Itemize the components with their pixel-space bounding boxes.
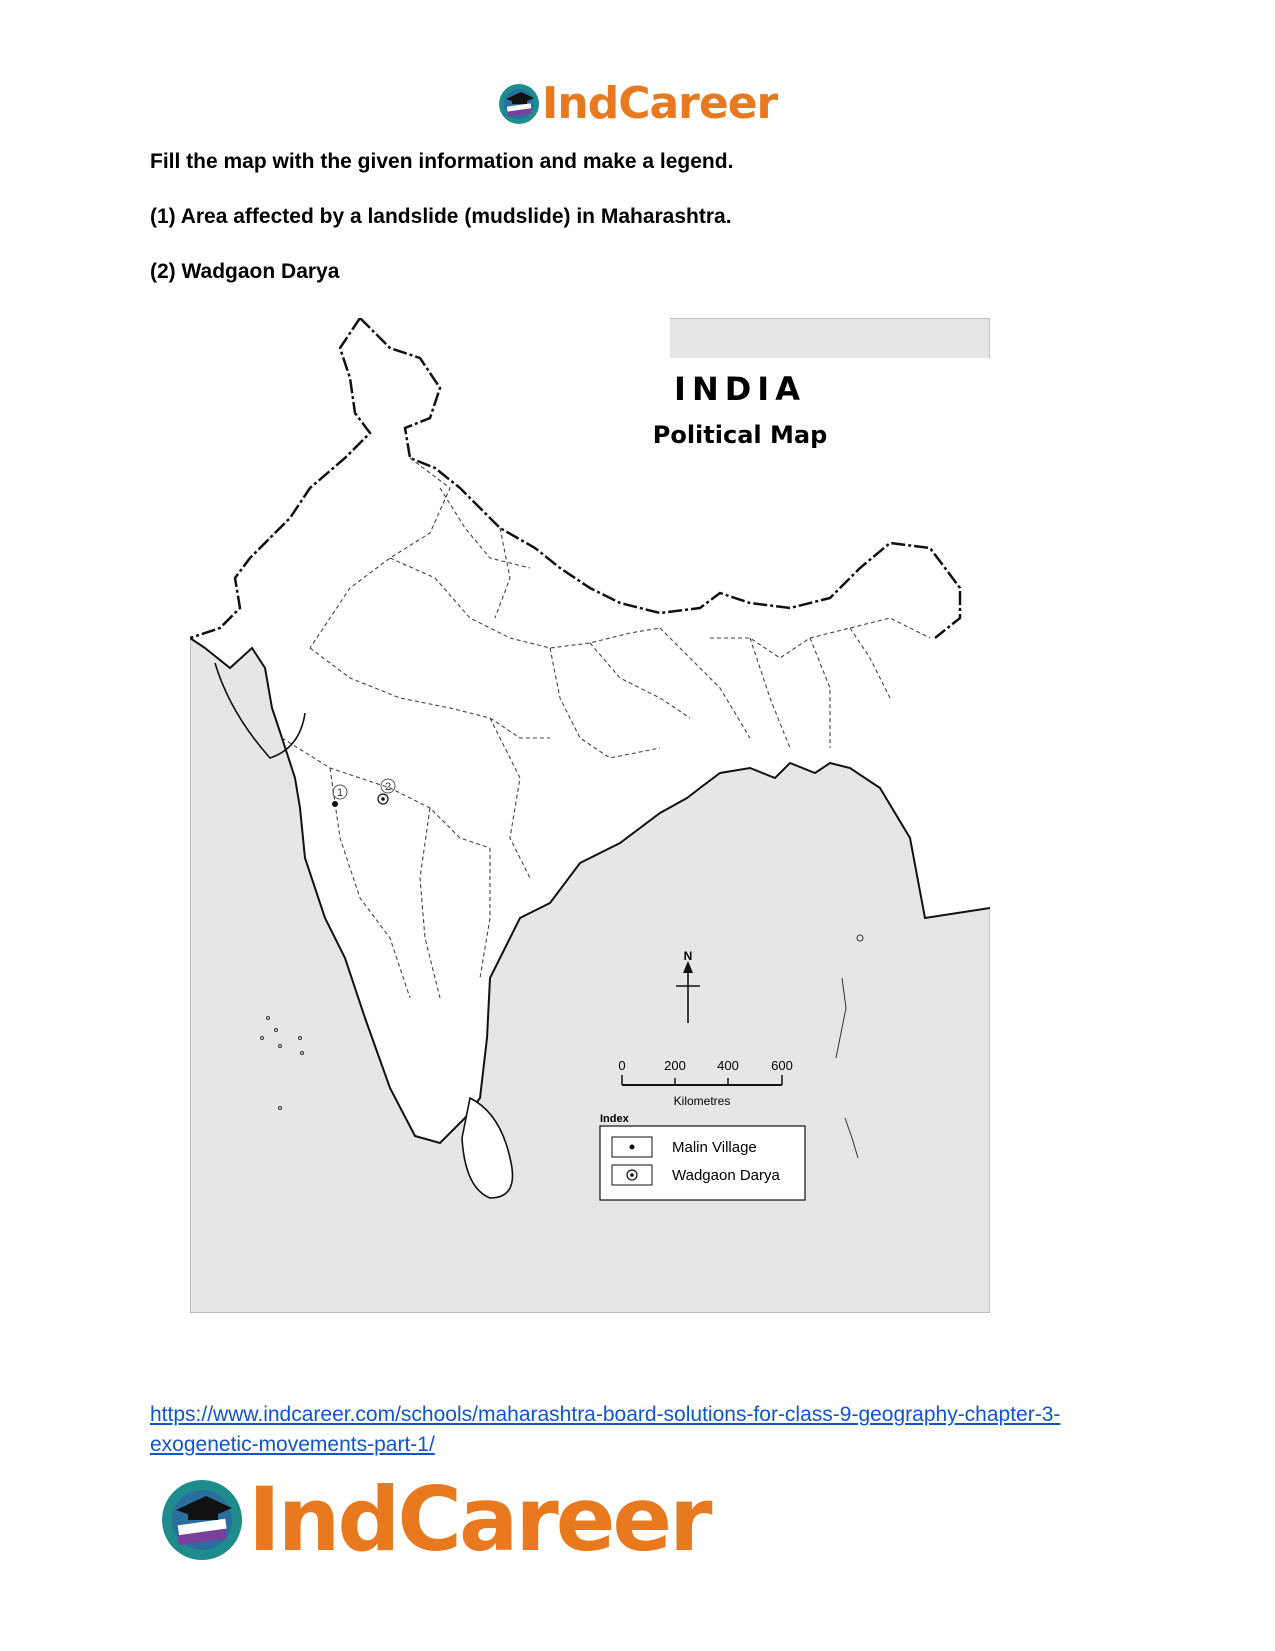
question-item-1: (1) Area affected by a landslide (mudslide) in Maharashtra.	[150, 205, 732, 228]
marker-1-label: 1	[336, 787, 344, 799]
source-link[interactable]: https://www.indcareer.com/schools/maharashtra-board-solutions-for-class-9-geography-chapter-3-exogenetic-movements-part-1/	[150, 1403, 1061, 1456]
index-label-wadgaon: Wadgaon Darya	[672, 1167, 780, 1184]
wadgaon-darya-center	[381, 797, 385, 801]
north-label: N	[683, 949, 693, 963]
brand-name: IndCareer	[542, 78, 778, 129]
question-item-2: (2) Wadgaon Darya	[150, 260, 340, 283]
map-title: INDIA	[674, 370, 806, 408]
india-political-map	[190, 318, 990, 1313]
brand-name: IndCareer	[248, 1468, 710, 1571]
scale-tick-400: 400	[717, 1058, 739, 1073]
graduation-cap-books-icon	[498, 83, 540, 125]
marker-2-label: 2	[384, 781, 392, 793]
map-subtitle: Political Map	[652, 421, 828, 449]
circled-dot-center	[630, 1173, 634, 1177]
map-figure	[190, 318, 990, 1313]
scale-tick-200: 200	[664, 1058, 686, 1073]
malin-village-point	[332, 801, 338, 807]
scale-tick-600: 600	[771, 1058, 793, 1073]
index-title: Index	[600, 1113, 629, 1125]
graduation-cap-books-icon	[160, 1478, 244, 1562]
index-label-malin: Malin Village	[672, 1139, 757, 1156]
question-intro: Fill the map with the given information and make a legend.	[150, 150, 734, 173]
indcareer-logo-bottom	[160, 1468, 710, 1571]
scale-unit: Kilometres	[673, 1094, 731, 1108]
dot-icon	[630, 1145, 635, 1150]
scale-tick-0: 0	[618, 1058, 626, 1073]
indcareer-logo-top	[498, 78, 777, 129]
